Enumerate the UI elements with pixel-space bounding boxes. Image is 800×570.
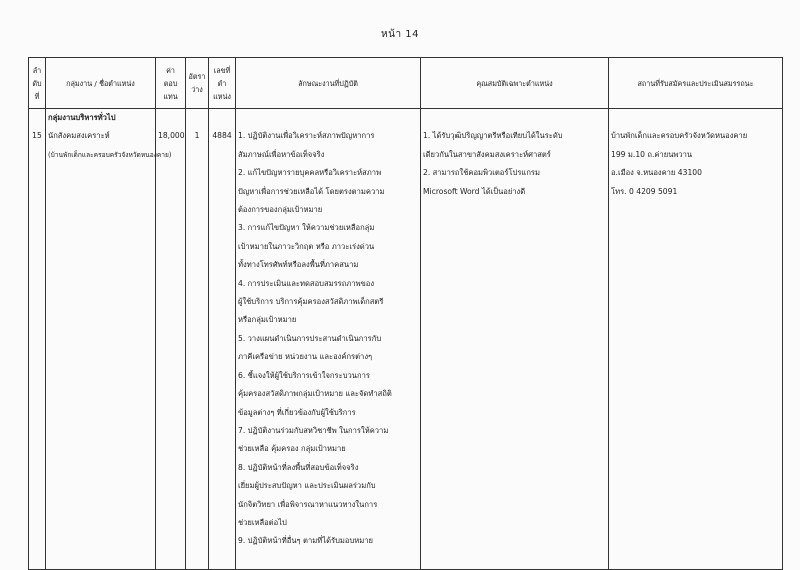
header-salary: ค่า ตอบ แทน	[156, 58, 186, 109]
cell-no: 15	[29, 109, 46, 570]
header-location: สถานที่รับสมัครและประเมินสมรรถนะ	[609, 58, 783, 109]
positions-table	[28, 57, 783, 570]
table-header-row	[29, 58, 783, 109]
table-row	[29, 109, 783, 570]
cell-position-no: 4884	[209, 109, 236, 570]
header-duties: ลักษณะงานที่ปฏิบัติ	[236, 58, 421, 109]
page-number: หน้า 14	[381, 29, 419, 40]
cell-qualifications: 1. ได้รับวุฒิปริญญาตรีหรือเทียบได้ในระดับ เดียวกันในสาขาสังคมสงเคราะห์ศาสตร์ 2. สามารถใช้คอมพิวเตอร์โปรแกรม Microsoft Word ได้เป็นอย่างดี	[421, 109, 609, 570]
position-name: นักสังคมสงเคราะห์	[48, 131, 110, 141]
cell-location: บ้านพักเด็กและครอบครัวจังหวัดหนองคาย 199 ม.10 ถ.ค่ายนพวาน อ.เมือง จ.หนองคาย 43100 โทร. 0 4209 5091	[609, 109, 783, 570]
header-unit: กลุ่มงาน / ชื่อตำแหน่ง	[46, 58, 156, 109]
cell-salary: 18,000	[156, 109, 186, 570]
cell-vacancy: 1	[186, 109, 209, 570]
group-title: กลุ่มงานบริหารทั่วไป	[48, 113, 116, 122]
header-no: ลำ ดับ ที่	[29, 58, 46, 109]
header-qualifications: คุณสมบัติเฉพาะตำแหน่ง	[421, 58, 609, 109]
position-unit: (บ้านพักเด็กและครอบครัวจังหวัดหนองคาย)	[48, 150, 172, 159]
header-vacancy: อัตรา ว่าง	[186, 58, 209, 109]
cell-duties: 1. ปฏิบัติงานเพื่อวิเคราะห์สภาพปัญหาการ สัมภาษณ์เพื่อหาข้อเท็จจริง 2. แก้ไขปัญหารายบุคคลหรือวิเคราะห์สภาพ ปัญหาเพื่อการช่วยเหลือได้ โดยตรงตามความ ต้องการของกลุ่มเป้าหมาย 3. การแก้ไขปัญหา ให้ความช่วยเหลือกลุ่ม เป้าหมายในภาวะวิกฤต หรือ ภาวะเร่งด่วน ทั้งทางโทรศัพท์หรือลงพื้นที่ภาคสนาม 4. การประเมินและทดสอบสมรรถภาพของ ผู้ใช้บริการ บริการคุ้มครองสวัสดิภาพเด็กสตรี หรือกลุ่มเป้าหมาย 5. วางแผนดำเนินการประสานดำเนินการกับ ภาคีเครือข่าย หน่วยงาน และองค์กรต่างๆ 6. ชี้แจงให้ผู้ใช้บริการเข้าใจกระบวนการ คุ้มครองสวัสดิภาพกลุ่มเป้าหมาย และจัดทำสถิติ ข้อมูลต่างๆ ที่เกี่ยวข้องกับผู้ใช้บริการ 7. ปฏิบัติงานร่วมกับสหวิชาชีพ ในการให้ความ ช่วยเหลือ คุ้มครอง กลุ่มเป้าหมาย 8. ปฏิบัติหน้าที่ลงพื้นที่สอบข้อเท็จจริง เยี่ยมผู้ประสบปัญหา และประเมินผลร่วมกับ นักจิตวิทยา เพื่อพิจารณาหาแนวทางในการ ช่วยเหลือต่อไป 9. ปฏิบัติหน้าที่อื่นๆ ตามที่ได้รับมอบหมาย	[236, 109, 421, 570]
header-position-no: เลขที่ ตำ แหน่ง	[209, 58, 236, 109]
